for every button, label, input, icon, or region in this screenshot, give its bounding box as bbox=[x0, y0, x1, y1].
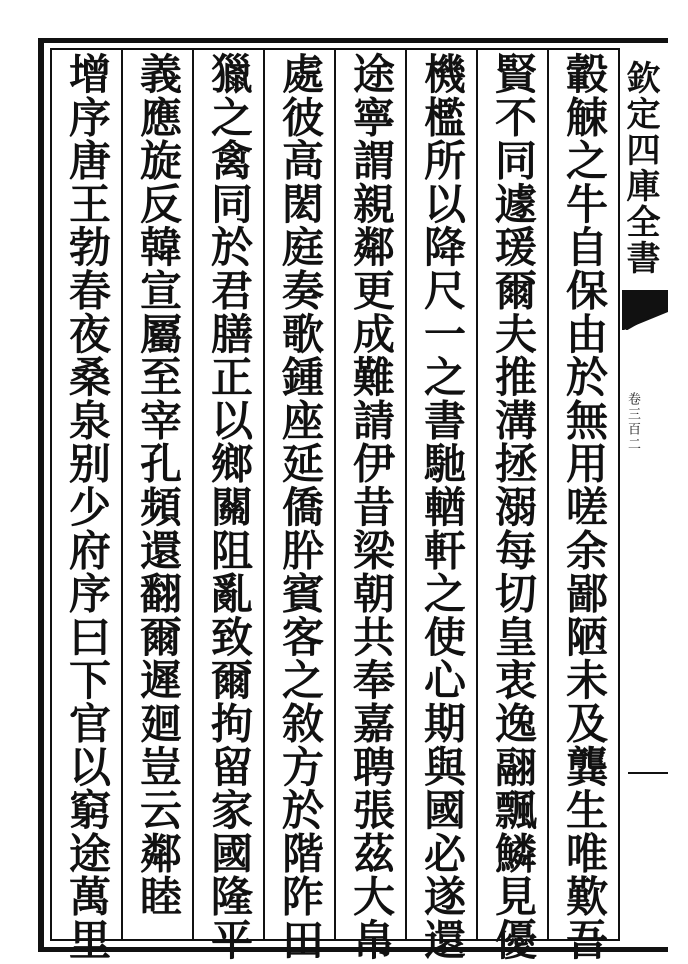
text-column-7: 義應旋反韓宣屬至宰孔頻還翻爾遲廻豈云鄰睦 bbox=[134, 52, 183, 918]
text-column-6: 獵之禽同於君膳正以鄉關阻亂致爾拘留家國隆平 bbox=[205, 52, 254, 962]
fish-tail-mark bbox=[622, 290, 668, 330]
column-rule bbox=[121, 48, 123, 941]
column-rule bbox=[476, 48, 478, 941]
text-column-3: 機檻所以降尺一之書馳輶軒之使心期與國必遂還 bbox=[418, 52, 467, 962]
margin-rule bbox=[628, 772, 668, 774]
text-column-5: 處彼高閎庭奏歌鍾座延僑肸賓客之敘方於階阼田 bbox=[276, 52, 325, 962]
column-rule bbox=[334, 48, 336, 941]
column-rule bbox=[547, 48, 549, 941]
margin-book-title: 欽定四庫全書 bbox=[620, 60, 660, 276]
text-column-2: 賢不同遽瑗爾夫推溝拯溺每切皇衷逸翮飄鱗見優 bbox=[489, 52, 538, 962]
column-rule bbox=[405, 48, 407, 941]
text-column-1: 轂觫之牛自保由於無用嗟余鄙陋未及龔生唯歎吾 bbox=[560, 52, 609, 962]
column-rule bbox=[263, 48, 265, 941]
column-rule bbox=[192, 48, 194, 941]
text-column-4: 途寧謂親鄰更成難請伊昔梁朝共奉嘉聘張茲大帛 bbox=[347, 52, 396, 962]
text-column-8: 增序唐王勃春夜桑泉别少府序曰下官以窮途萬里 bbox=[63, 52, 112, 962]
margin-juan-label: 卷三百二 bbox=[625, 392, 640, 452]
